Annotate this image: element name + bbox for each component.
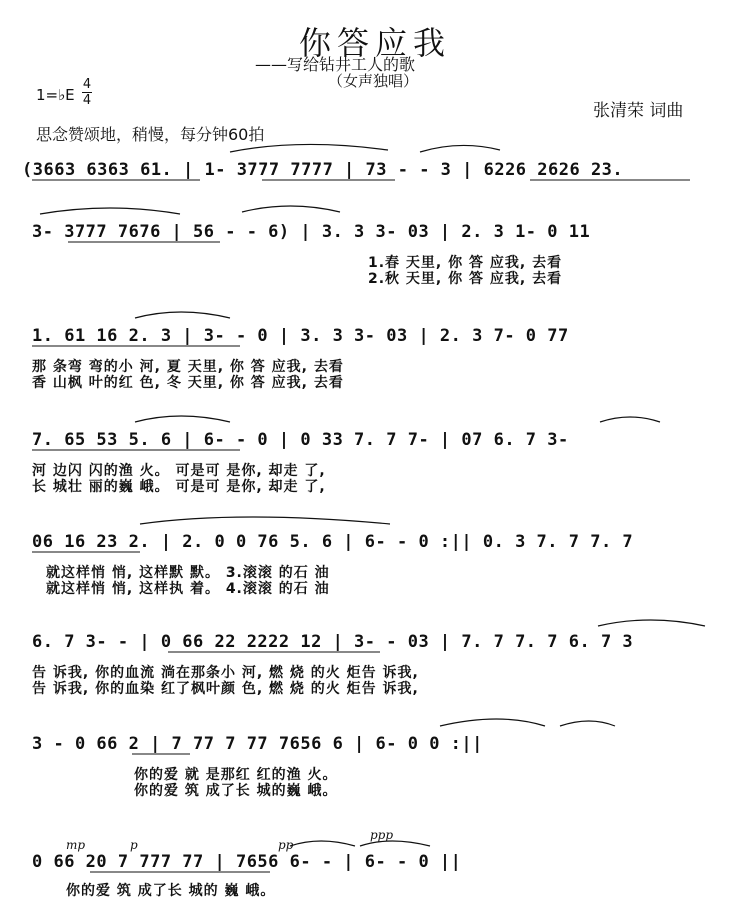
slur (440, 719, 545, 726)
slur (135, 416, 230, 422)
system-6-lyrics-1: 告 诉我, 你的血流 淌在那条小 河, 燃 烧 的火 炬告 诉我, (32, 665, 419, 681)
system-2-lyrics-2: 2.秋 天里, 你 答 应我, 去看 (368, 271, 563, 287)
slur (420, 145, 500, 152)
system-7-lyrics-2: 你的爱 筑 成了长 城的巍 峨。 (134, 783, 338, 799)
dynamic-p: p (130, 838, 138, 852)
key-signature: 1=♭E (36, 86, 75, 104)
system-5-lyrics-1: 就这样悄 悄, 这样默 默。 3.滚滚 的石 油 (46, 565, 330, 581)
dynamic-ppp: ppp (370, 828, 394, 842)
meter-top: 4 (82, 77, 92, 92)
system-5-lyrics-2: 就这样悄 悄, 这样执 着。 4.滚滚 的石 油 (46, 581, 330, 597)
system-4-notes: 7. 65 53 5. 6 | 6- - 0 | 0 33 7. 7 7- | 07 6. 7 3- (32, 430, 569, 450)
slur (135, 312, 230, 318)
meter-bottom: 4 (82, 93, 92, 108)
composer-credit: 张清荣 词曲 (593, 101, 684, 121)
system-2-lyrics-1: 1.春 天里, 你 答 应我, 去看 (368, 255, 563, 271)
system-8-lyrics-1: 你的爱 筑 成了长 城的 巍 峨。 (66, 883, 276, 899)
tempo-marking: 思念赞颂地，稍慢，每分钟60拍 (36, 125, 265, 144)
system-4-lyrics-1: 河 边闪 闪的渔 火。 可是可 是你, 却走 了, (32, 463, 326, 479)
performance-note: （女声独唱） (328, 72, 419, 90)
system-1-notes: (3663 6363 61. | 1- 3777 7777 | 73 - - 3 | 6226 2626 23. (22, 160, 624, 180)
song-subtitle: ——写给钻井工人的歌 (255, 55, 416, 74)
system-2-notes: 3- 3777 7676 | 56 - - 6) | 3. 3 3- 03 | 2. 3 1- 0 11 (32, 222, 591, 242)
slur (598, 620, 705, 626)
dynamic-pp: pp (278, 838, 294, 852)
slur (600, 417, 660, 422)
system-3-lyrics-1: 那 条弯 弯的小 河, 夏 天里, 你 答 应我, 去看 (32, 359, 344, 375)
slur (290, 841, 355, 846)
slur (40, 208, 180, 214)
system-3-lyrics-2: 香 山枫 叶的红 色, 冬 天里, 你 答 应我, 去看 (32, 375, 344, 391)
slur (360, 841, 430, 846)
system-3-notes: 1. 61 16 2. 3 | 3- - 0 | 3. 3 3- 03 | 2. 3 7- 0 77 (32, 326, 569, 346)
system-6-lyrics-2: 告 诉我, 你的血染 红了枫叶颜 色, 燃 烧 的火 炬告 诉我, (32, 681, 419, 697)
system-8-notes: 0 66 20 7 777 77 | 7656 6- - | 6- - 0 || (32, 852, 462, 872)
song-title: 你答应我 (298, 24, 451, 62)
slur (560, 721, 615, 726)
slur (230, 144, 388, 152)
system-4-lyrics-2: 长 城壮 丽的巍 峨。 可是可 是你, 却走 了, (32, 479, 326, 495)
slur (140, 517, 390, 524)
system-5-notes: 06 16 23 2. | 2. 0 0 76 5. 6 | 6- - 0 :|| 0. 3 7. 7 7. 7 (32, 532, 634, 552)
dynamic-mp: mp (66, 838, 86, 852)
system-7-lyrics-1: 你的爱 就 是那红 红的渔 火。 (134, 767, 338, 783)
system-7-notes: 3 - 0 66 2 | 7 77 7 77 7656 6 | 6- 0 0 :|| (32, 734, 483, 754)
system-6-notes: 6. 7 3- - | 0 66 22 2222 12 | 3- - 03 | 7. 7 7. 7 6. 7 3 (32, 632, 634, 652)
slur (242, 206, 340, 212)
